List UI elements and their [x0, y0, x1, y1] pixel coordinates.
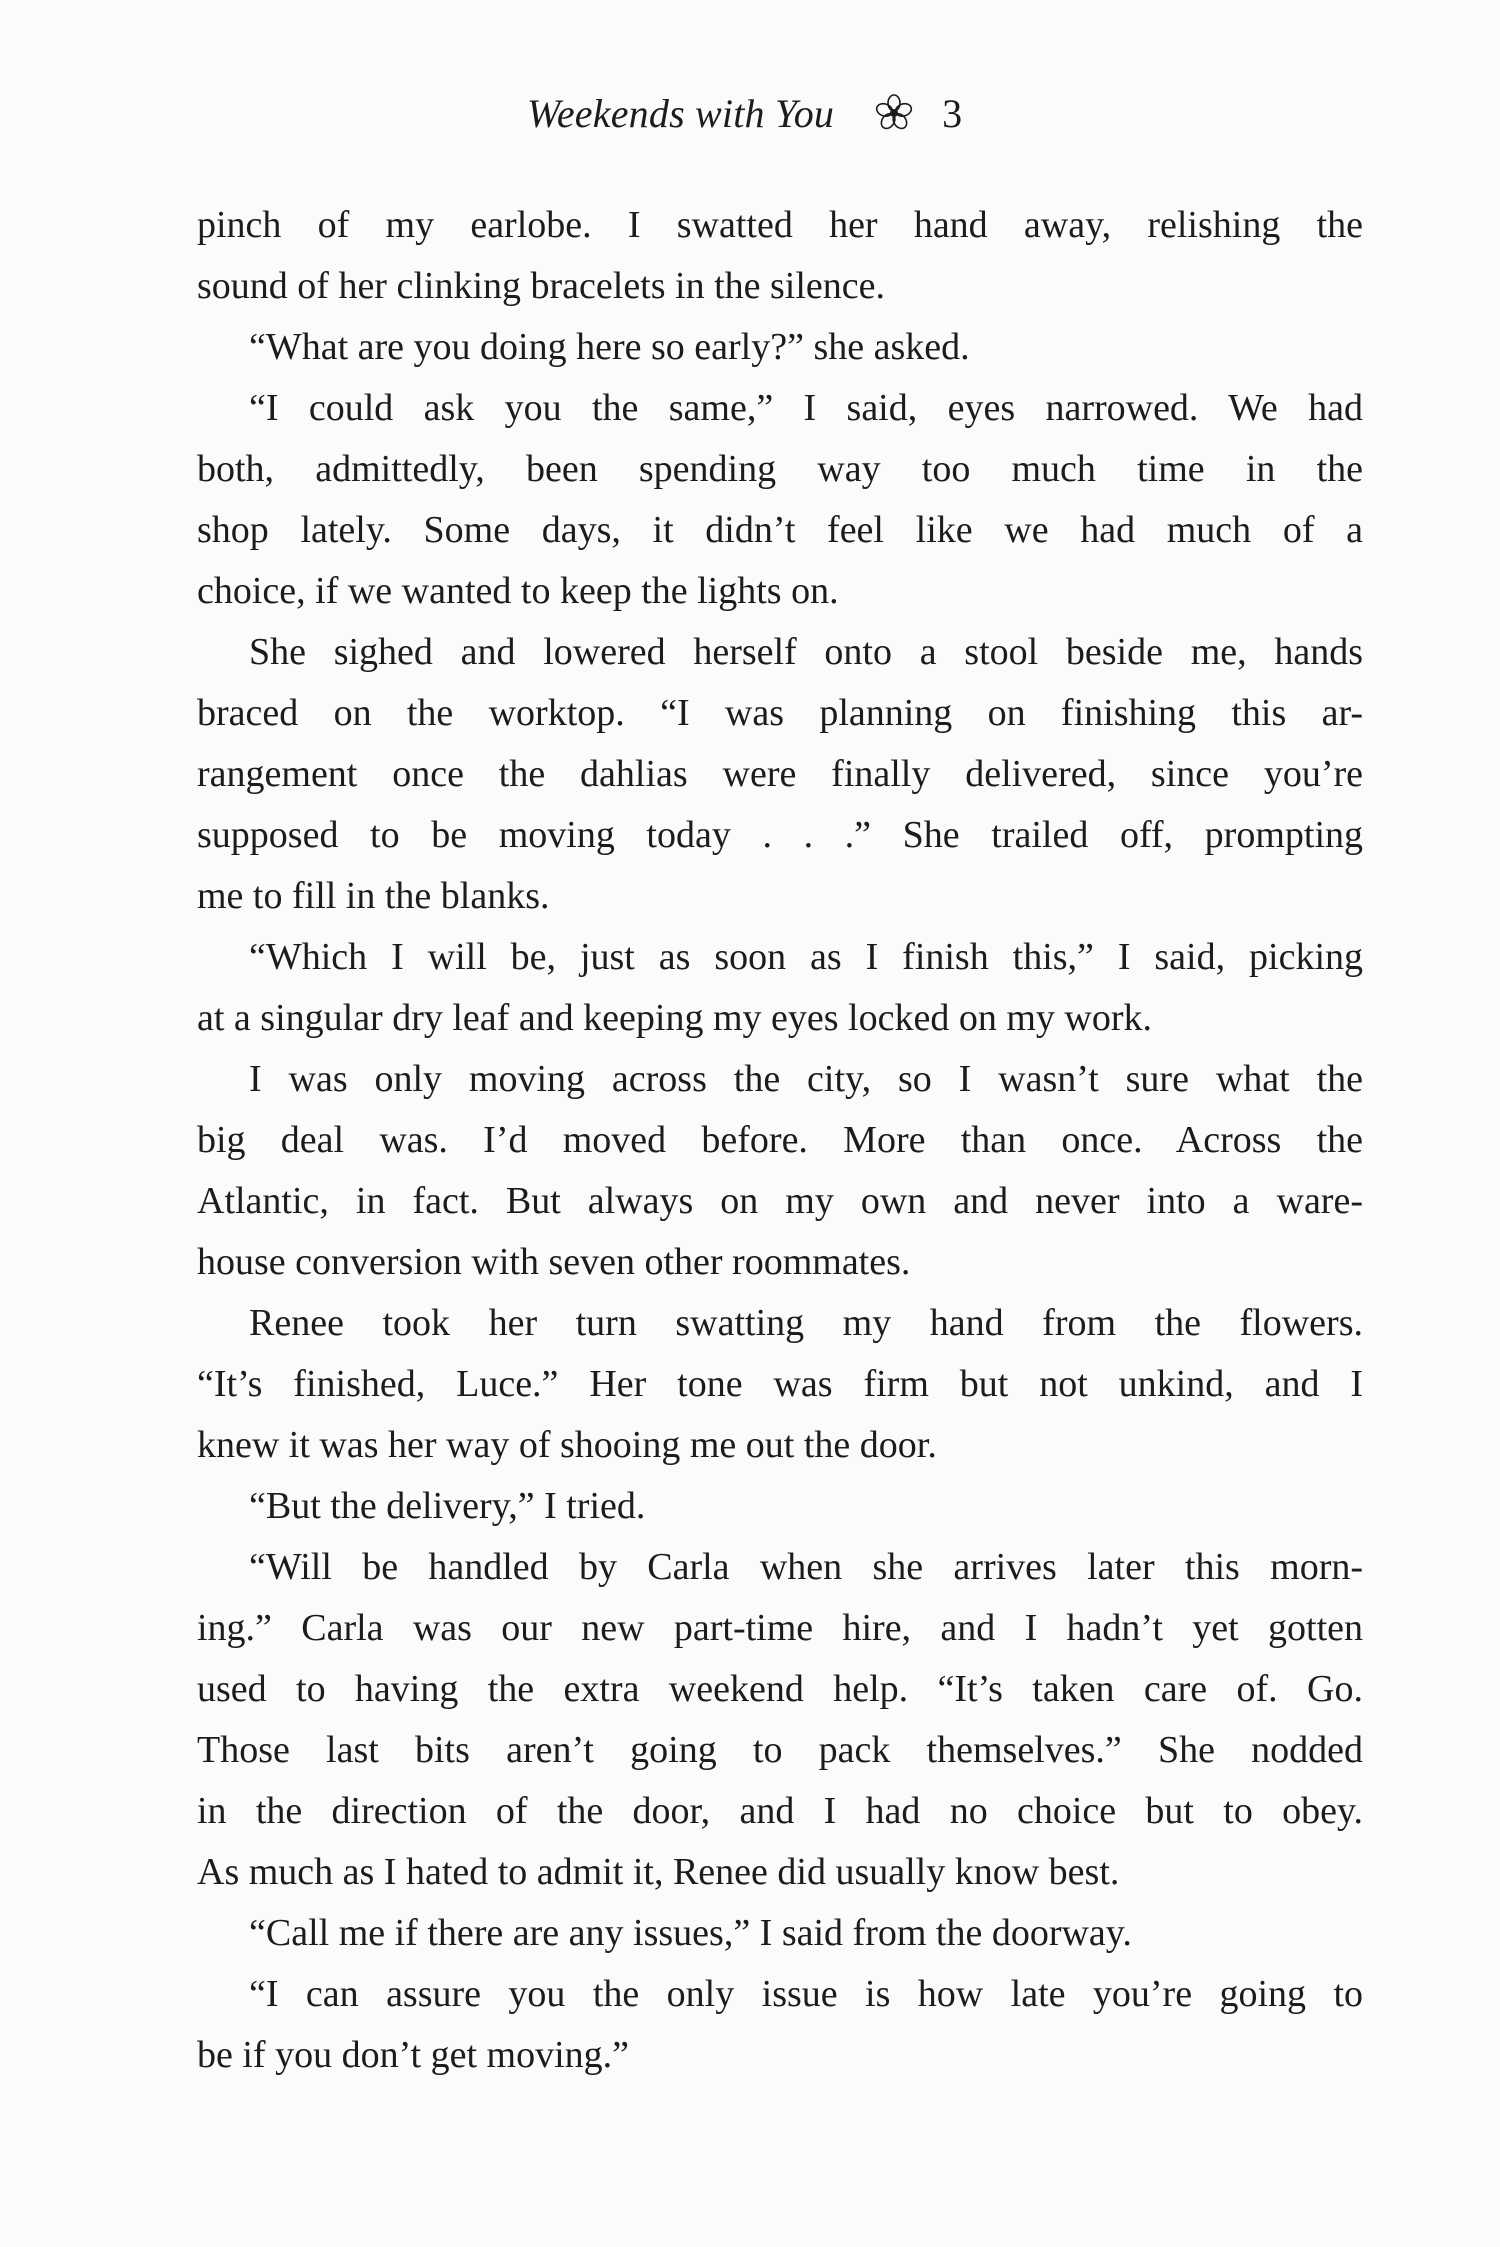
paragraph	[197, 378, 1363, 622]
paragraph	[197, 1293, 1363, 1476]
text-line: rangement once the dahlias were finally delivered, since you’re	[197, 753, 1363, 795]
text-line: Renee took her turn swatting my hand from the flowers.	[249, 1302, 1363, 1344]
text-line: supposed to be moving today . . .” She trailed off, prompting	[197, 814, 1363, 856]
text-line: pinch of my earlobe. I swatted her hand away, relishing the	[197, 204, 1363, 246]
paragraph	[197, 1537, 1363, 1903]
text-line: “Which I will be, just as soon as I finish this,” I said, picking	[249, 936, 1363, 978]
text-line: As much as I hated to admit it, Renee did usually know best.	[197, 1851, 1120, 1893]
text-line: She sighed and lowered herself onto a stool beside me, hands	[249, 631, 1363, 673]
text-line: big deal was. I’d moved before. More than once. Across the	[197, 1119, 1363, 1161]
text-line: used to having the extra weekend help. “It’s taken care of. Go.	[197, 1668, 1363, 1710]
text-line: be if you don’t get moving.”	[197, 2034, 630, 2076]
text-line: “It’s finished, Luce.” Her tone was firm but not unkind, and I	[197, 1363, 1363, 1405]
paragraph	[197, 1964, 1363, 2086]
text-line: choice, if we wanted to keep the lights on.	[197, 570, 839, 612]
running-header	[527, 78, 962, 148]
text-line: both, admittedly, been spending way too much time in the	[197, 448, 1363, 490]
text-line: in the direction of the door, and I had no choice but to obey.	[197, 1790, 1363, 1832]
text-line: ing.” Carla was our new part-time hire, and I hadn’t yet gotten	[197, 1607, 1363, 1649]
text-line: Atlantic, in fact. But always on my own and never into a ware-	[197, 1180, 1363, 1222]
text-line: “Call me if there are any issues,” I said from the doorway.	[249, 1912, 1132, 1954]
text-line: “I could ask you the same,” I said, eyes narrowed. We had	[249, 387, 1363, 429]
body-text	[197, 195, 1363, 2086]
paragraph	[197, 927, 1363, 1049]
text-line: “What are you doing here so early?” she asked.	[249, 326, 970, 368]
paragraph	[197, 317, 1363, 378]
text-line: knew it was her way of shooing me out the door.	[197, 1424, 937, 1466]
paragraph	[197, 1903, 1363, 1964]
text-line: “I can assure you the only issue is how late you’re going to	[249, 1973, 1363, 2015]
text-line: shop lately. Some days, it didn’t feel like we had much of a	[197, 509, 1363, 551]
book-title: Weekends with You	[527, 90, 835, 136]
text-line: me to fill in the blanks.	[197, 875, 550, 917]
text-line: Those last bits aren’t going to pack themselves.” She nodded	[197, 1729, 1363, 1771]
text-line: I was only moving across the city, so I wasn’t sure what the	[249, 1058, 1363, 1100]
text-line: sound of her clinking bracelets in the silence.	[197, 265, 886, 307]
paragraph	[197, 1476, 1363, 1537]
text-line: braced on the worktop. “I was planning on finishing this ar-	[197, 692, 1363, 734]
text-line: “Will be handled by Carla when she arrives later this morn-	[249, 1546, 1363, 1588]
text-line: house conversion with seven other roommates.	[197, 1241, 911, 1283]
paragraph	[197, 622, 1363, 927]
paragraph	[197, 195, 1363, 317]
paragraph	[197, 1049, 1363, 1293]
text-line: at a singular dry leaf and keeping my eyes locked on my work.	[197, 997, 1152, 1039]
text-line: “But the delivery,” I tried.	[249, 1485, 646, 1527]
page-number: 3	[942, 90, 963, 136]
flower-ornament-icon	[874, 93, 914, 133]
